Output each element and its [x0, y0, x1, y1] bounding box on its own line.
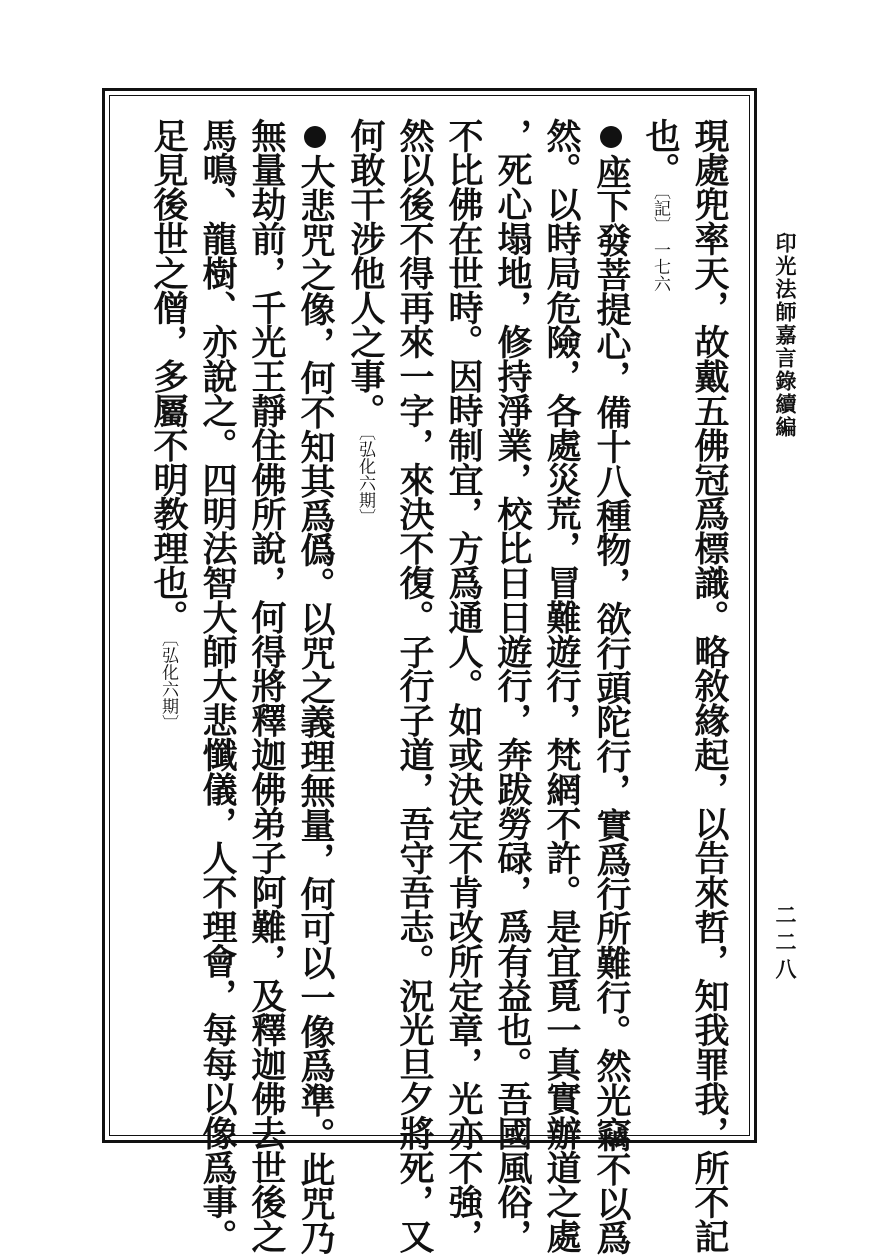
bullet-icon [304, 126, 326, 148]
text-column [687, 118, 731, 1254]
text-column [293, 118, 337, 1255]
page-number: 二二八 [773, 904, 798, 985]
text-column [146, 118, 190, 1118]
text-column [638, 118, 682, 1118]
text-column [392, 118, 436, 1254]
body-text-run: 足見後世之僧，多屬不明教理也。 [148, 118, 189, 635]
body-text-run: 不比佛在世時。因時制宜，方爲通人。如或決定不肯改所定章，光亦不強， [443, 118, 484, 1254]
text-column [589, 118, 633, 1255]
body-text-run: 何敢干涉他人之事。 [345, 118, 386, 428]
text-column [343, 118, 387, 1118]
source-note: 〔弘化六期〕 [158, 638, 178, 732]
text-column [441, 118, 485, 1254]
body-text-run: 座下發菩提心，備十八種物，欲行頭陀行，實爲行所難行。然光竊不以爲 [591, 154, 632, 1255]
body-text-run: 馬鳴、龍樹、亦說之。四明法智大師大悲懺儀，人不理會，每每以像爲事。 [197, 118, 238, 1254]
text-column [539, 118, 583, 1254]
body-text-run: 大悲咒之像，何不知其爲僞。以咒之義理無量，何可以一像爲準。此咒乃 [295, 154, 336, 1255]
body-text-run: 現處兜率天，故戴五佛冠爲標識。略敘緣起，以告來哲，知我罪我，所不記 [689, 118, 730, 1254]
body-text-run: ，死心塌地，修持淨業，校比日日遊行，奔跋勞碌，爲有益也。吾國風俗， [492, 118, 533, 1254]
source-note: 一七六 [650, 241, 670, 293]
text-column [195, 118, 239, 1254]
body-text-run: 然。以時局危險，各處災荒，冒難遊行，梵網不許。是宜覓一真實辦道之處 [541, 118, 582, 1254]
text-column [244, 118, 288, 1254]
text-column [490, 118, 534, 1254]
source-note: 〔記〕 [650, 190, 670, 234]
body-text-run: 無量劫前，千光王靜住佛所說，何得將釋迦佛弟子阿難，及釋迦佛去世後之 [246, 118, 287, 1254]
body-text-run: 然以後不得再來一字，來決不復。子行子道，吾守吾志。況光旦夕將死，又 [394, 118, 435, 1254]
bullet-icon [600, 126, 622, 148]
book-title: 印光法師嘉言錄續編 [773, 232, 798, 439]
body-text-run: 也。 [640, 118, 681, 187]
source-note: 〔弘化六期〕 [355, 431, 375, 526]
